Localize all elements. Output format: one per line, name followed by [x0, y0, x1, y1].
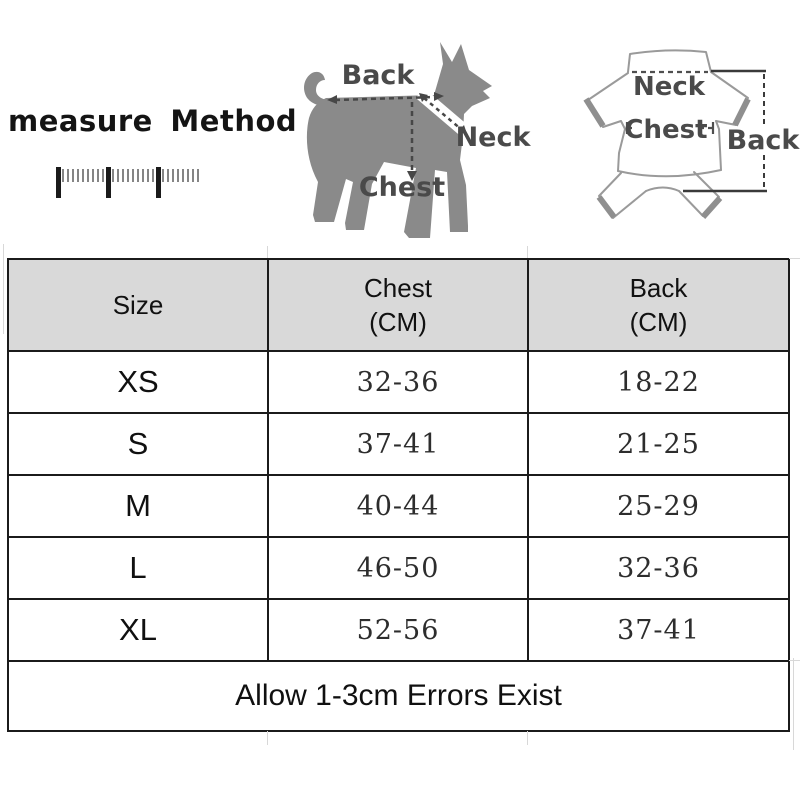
chest-cell: 37-41	[268, 413, 528, 475]
garment-left-shoulder	[588, 73, 628, 100]
header-chest-label: Chest	[364, 273, 432, 303]
garment-chest-label: Chest	[624, 115, 708, 145]
back-cell: 25-29	[528, 475, 789, 537]
gridline-artifact	[527, 731, 528, 745]
table-footer-note: Allow 1-3cm Errors Exist	[8, 661, 789, 731]
header-size-label: Size	[112, 290, 164, 320]
gridline-artifact	[527, 246, 528, 258]
table-row	[8, 537, 789, 599]
gridline-artifact	[267, 246, 268, 258]
dog-diagram	[290, 25, 560, 240]
garment-collar	[628, 50, 711, 72]
chest-cell: 32-36	[268, 351, 528, 413]
gridline-artifact	[3, 244, 4, 334]
dog-chest-label: Chest	[358, 172, 446, 203]
header-back-label: Back	[629, 273, 688, 303]
table-header-back	[528, 259, 789, 351]
size-cell: XS	[8, 351, 268, 413]
size-cell: M	[8, 475, 268, 537]
back-cell: 18-22	[528, 351, 789, 413]
size-table	[7, 258, 790, 732]
garment-right-side	[716, 121, 721, 170]
dog-neck-label: Neck	[455, 122, 531, 153]
garment-right-leg-cuff	[703, 198, 720, 217]
size-cell: S	[8, 413, 268, 475]
garment-right-sleeve-cuff	[735, 99, 748, 125]
garment-neck-label: Neck	[632, 72, 706, 102]
table-header-chest	[268, 259, 528, 351]
table-row	[8, 413, 789, 475]
gridline-artifact	[789, 258, 800, 259]
size-cell: L	[8, 537, 268, 599]
table-row	[8, 599, 789, 661]
dog-back-label: Back	[341, 60, 415, 91]
garment-left-underarm	[603, 121, 625, 171]
table-header-row	[8, 259, 789, 351]
size-cell: XL	[8, 599, 268, 661]
chest-cell: 46-50	[268, 537, 528, 599]
garment-back-label: Back	[726, 125, 800, 156]
back-cell: 21-25	[528, 413, 789, 475]
gridline-artifact	[267, 731, 268, 745]
gridline-artifact	[793, 658, 794, 750]
chest-cell: 52-56	[268, 599, 528, 661]
table-row	[8, 475, 789, 537]
table-row	[8, 351, 789, 413]
garment-left-leg-cuff	[599, 197, 614, 217]
garment-right-shoulder	[711, 72, 748, 98]
chest-cell: 40-44	[268, 475, 528, 537]
garment-hem	[618, 170, 721, 176]
header-back-unit: (CM)	[629, 307, 688, 337]
back-cell: 37-41	[528, 599, 789, 661]
gridline-artifact	[789, 660, 800, 661]
garment-diagram	[560, 30, 800, 245]
header-chest-unit: (CM)	[369, 307, 427, 337]
ruler-icon	[48, 160, 208, 205]
garment-left-sleeve-cuff	[586, 99, 603, 126]
back-cell: 32-36	[528, 537, 789, 599]
table-footer-row	[8, 661, 789, 731]
measure-method-title: measure Method	[8, 104, 298, 138]
garment-leg-notch	[646, 188, 679, 192]
table-header-size	[8, 259, 268, 351]
